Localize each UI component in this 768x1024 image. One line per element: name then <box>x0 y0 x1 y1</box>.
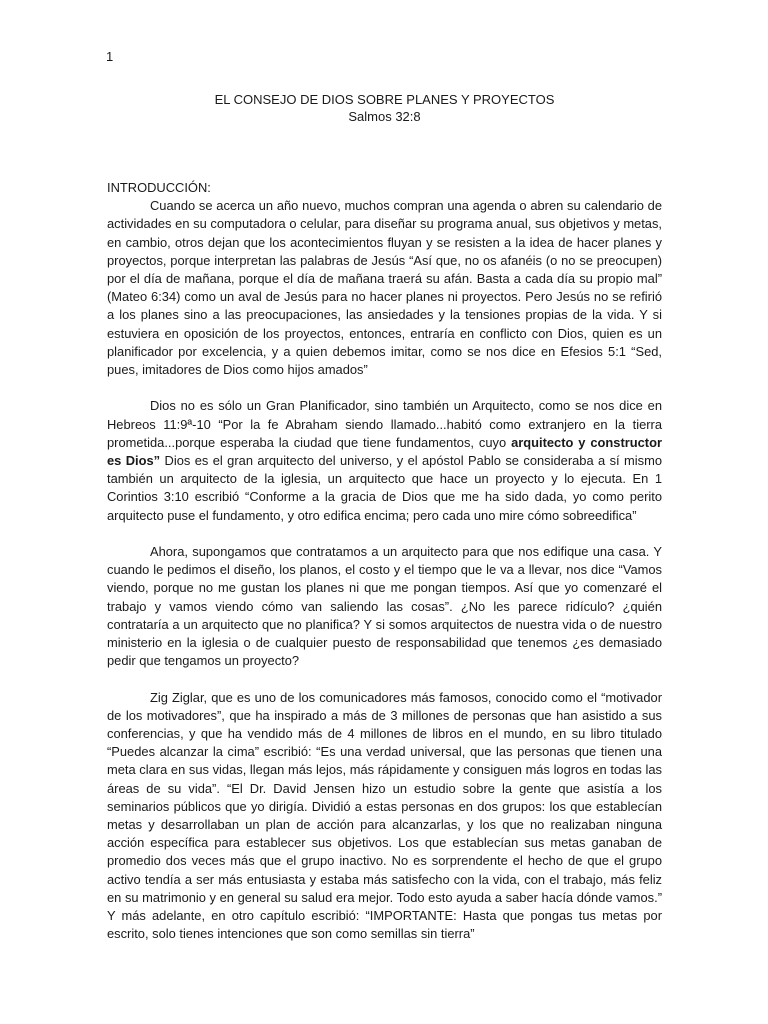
paragraph-2-start: Dios no es sólo un Gran Planificador, sino también un Arquitecto, como se nos dice en Hebreos 11:9ª-10 “Por la fe Abraham siendo llamado...habitó como extranjero en la tierra prometida...porque esperaba la ciudad que tiene fundamentos, cuyo <box>107 398 662 450</box>
document-title: EL CONSEJO DE DIOS SOBRE PLANES Y PROYECTOS <box>214 92 555 107</box>
paragraph-2-bold: arquitecto y constructor es Dios” <box>107 434 662 469</box>
section-heading: INTRODUCCIÓN: <box>107 180 211 195</box>
page-number: 1 <box>106 49 114 64</box>
paragraph-2 <box>107 397 662 524</box>
title-block <box>107 91 662 125</box>
paragraph-4: Zig Ziglar, que es uno de los comunicadores más famosos, conocido como el “motivador de los motivadores”, que ha inspirado a más de 3 millones de personas que han asistido a sus conferencias, y que ha vendido más de 4 millones de libros en el mundo, en su libro titulado “Puedes alcanzar la cima” escribió: “Es una verdad universal, que las personas que tienen una meta clara en sus vidas, llegan más lejos, más rápidamente y consiguen más logros en todas las áreas de su vida”. “El Dr. David Jensen hizo un estudio sobre la gente que asistía a los seminarios públicos que yo dirigía. Dividió a estas personas en dos grupos: los que establecían metas y desarrollaban un plan de acción para alcanzarlas, y los que no realizaban ninguna acción específica para establecer sus objetivos. Los que establecían sus metas ganaban de promedio dos veces más que el grupo inactivo. No es sorprendente el hecho de que el grupo activo tendía a ser más entusiasta y estaba más satisfecho con la vida, con el trabajo, más feliz en su matrimonio y en general su salud era mejor. Todo esto ayuda a saber hacía dónde vamos.” Y más adelante, en otro capítulo escribió: “IMPORTANTE: Hasta que pongas tus metas por escrito, solo tienes intenciones que son como semillas sin tierra” <box>107 689 662 942</box>
paragraph-2-end: Dios es el gran arquitecto del universo, y el apóstol Pablo se consideraba a sí mismo también un arquitecto de la iglesia, un arquitecto que hace un proyecto y lo ejecuta. En 1 Corintios 3:10 escribió “Conforme a la gracia de Dios que me ha sido dada, yo como perito arquitecto puse el fundamento, y otro edifica encima; pero cada uno mire cómo sobreedifica” <box>107 453 662 523</box>
body-text <box>107 179 662 943</box>
paragraph-3: Ahora, supongamos que contratamos a un arquitecto para que nos edifique una casa. Y cuando le pedimos el diseño, los planos, el costo y el tiempo que le va a llevar, nos dice “Vamos viendo, porque no me gustan los planes ni que me pongan tiempos. Así que yo comenzaré el trabajo y vamos viendo cómo van saliendo las cosas”. ¿No les parece ridículo? ¿quién contrataría a un arquitecto que no planifica? Y si somos arquitectos de nuestra vida o de nuestro ministerio en la iglesia o de cualquier puesto de responsabilidad que tenemos ¿es demasiado pedir que tengamos un proyecto? <box>107 544 662 669</box>
paragraph-1: Cuando se acerca un año nuevo, muchos compran una agenda o abren su calendario de actividades en su computadora o celular, para diseñar su programa anual, sus objetivos y metas, en cambio, otros dejan que los acontecimientos fluyan y se resisten a la idea de hacer planes y proyectos, porque interpretan las palabras de Jesús “Así que, no os afanéis (o no se preocupen) por el día de mañana, porque el día de mañana traerá su afán. Basta a cada día su propio mal” (Mateo 6:34) como un aval de Jesús para no hacer planes ni proyectos. Pero Jesús no se refirió a los planes sino a las preocupaciones, las ansiedades y la tensiones propias de la vida. Y si estuviera en oposición de los proyectos, entonces, entraría en conflicto con Dios, quien es un planificador por excelencia, y a quien debemos imitar, como se nos dice en Efesios 5:1 “Sed, pues, imitadores de Dios como hijos amados” <box>107 198 662 378</box>
document-subtitle: Salmos 32:8 <box>348 109 421 124</box>
